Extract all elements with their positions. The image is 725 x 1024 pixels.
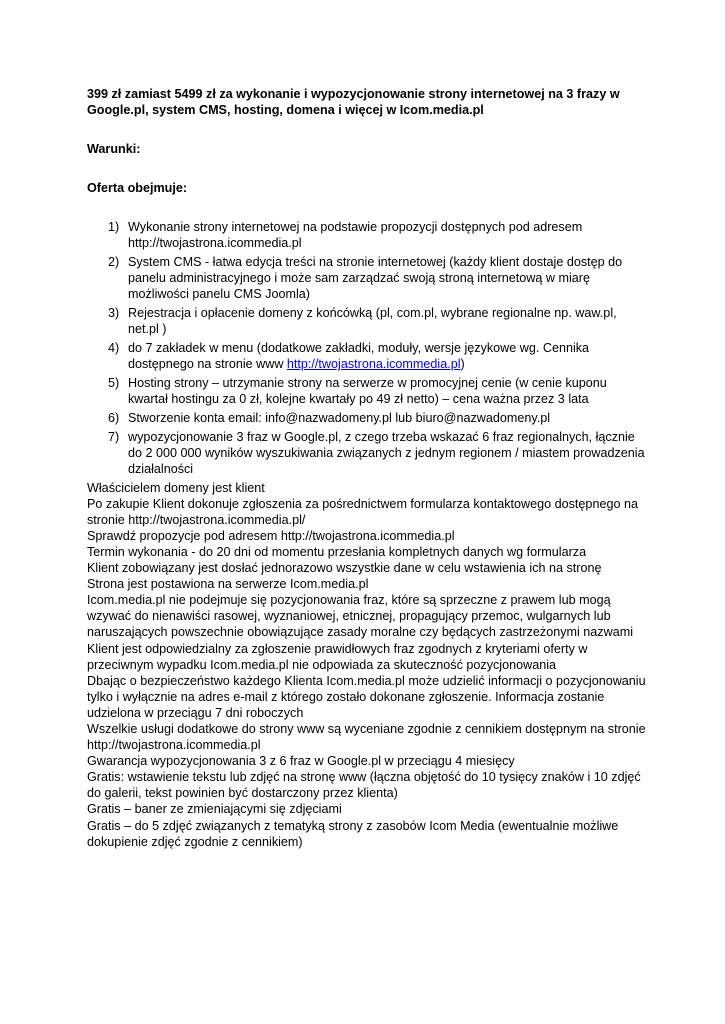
offer-item-number: 6)	[108, 410, 120, 425]
offer-item-number: 1)	[108, 220, 120, 235]
terms-paragraph: Gratis: wstawienie tekstu lub zdjęć na stronę www (łączna objętość do 10 tysięcy znaków i 10 zdjęć do galerii, tekst powinien być dostarczony przez klienta)	[87, 770, 641, 801]
terms-paragraph: Klient zobowiązany jest dosłać jednorazowo wszystkie dane w celu wstawienia ich na stronę	[87, 561, 602, 576]
offer-item-number: 2)	[108, 255, 120, 270]
offer-item-text: Hosting strony – utrzymanie strony na serwerze w promocyjnej cenie (w cenie kuponu kwartał hostingu za 0 zł, kolejne kwartały po 49 zł netto) – cena ważna przez 3 lata	[128, 375, 607, 407]
offer-item	[87, 254, 647, 302]
terms-paragraph: Gwarancja wypozycjonowania 3 z 6 fraz w Google.pl w przeciągu 4 miesięcy	[87, 754, 515, 769]
offer-item-number: 7)	[108, 429, 120, 444]
offer-heading: Oferta obejmuje:	[87, 181, 188, 196]
offer-item-text: System CMS - łatwa edycja treści na stronie internetowej (każdy klient dostaje dostęp do panelu administracyjnego i może sam zarządzać swoją stroną internetową w miarę możliwości panelu CMS Joomla)	[128, 255, 623, 302]
offer-item-text: Rejestracja i opłacenie domeny z końcówką (pl, com.pl, wybrane regionalne np. waw.pl, net.pl )	[128, 306, 617, 337]
offer-item-text: Wykonanie strony internetowej na podstawie propozycji dostępnych pod adresem http://twojastrona.icommedia.pl	[128, 220, 583, 251]
offer-item-number: 4)	[108, 341, 120, 356]
document-title: 399 zł zamiast 5499 zł za wykonanie i wypozycjonowanie strony internetowej na 3 frazy w Google.pl, system CMS, hosting, domena i więcej w Icom.media.pl	[87, 87, 620, 118]
offer-item-number: 3)	[108, 306, 120, 321]
offer-list	[87, 219, 647, 477]
conditions-heading: Warunki:	[87, 142, 141, 157]
terms-paragraph: Sprawdź propozycje pod adresem http://twojastrona.icommedia.pl	[87, 528, 455, 543]
offer-item	[87, 410, 647, 426]
offer-item	[87, 429, 647, 477]
offer-item-text-end: )	[460, 357, 465, 372]
offer-item-text: wypozycjonowanie 3 fraz w Google.pl, z czego trzeba wskazać 6 fraz regionalnych, łącznie do 2 000 000 wyników wyszukiwania związanych z jednym regionem / miastem prowadzenia działalności	[128, 429, 645, 476]
terms-paragraph: Po zakupie Klient dokonuje zgłoszenia za pośrednictwem formularza kontaktowego dostępnego na stronie http://twojastrona.icommedia.pl/	[87, 496, 638, 527]
terms-paragraphs	[87, 480, 647, 850]
terms-paragraph: Gratis – baner ze zmieniającymi się zdjęciami	[87, 802, 342, 817]
offer-item	[87, 305, 647, 337]
offer-item	[87, 375, 647, 407]
terms-paragraph: Klient jest odpowiedzialny za zgłoszenie prawidłowych fraz zgodnych z kryteriami oferty w przeciwnym wypadku Icom.media.pl nie odpowiada za skuteczność pozycjonowania	[87, 641, 588, 672]
terms-paragraph: Gratis – do 5 zdjęć związanych z tematyką strony z zasobów Icom Media (ewentualnie możliwe dokupienie zdjęć zgodnie z cennikiem)	[87, 818, 619, 849]
terms-paragraph: Icom.media.pl nie podejmuje się pozycjonowania fraz, które są sprzeczne z prawem lub mogą wzywać do nienawiści rasowej, wyznaniowej, etnicznej, propagujący przemoc, wulgarnych lub naruszających powszechnie obowiązujące zasady moralne czy będących zastrzeżonymi nazwami	[87, 593, 633, 640]
terms-paragraph: Termin wykonania - do 20 dni od momentu przesłania kompletnych danych wg formularza	[87, 544, 587, 559]
offer-item-text: Stworzenie konta email: info@nazwadomeny.pl lub biuro@nazwadomeny.pl	[128, 410, 551, 425]
document-page	[87, 86, 647, 850]
terms-paragraph: Dbając o bezpieczeństwo każdego Klienta Icom.media.pl może udzielić informacji o pozycjonowaniu tylko i wyłącznie na adres e-mail z którego zostało dokonane zgłoszenie. Informacja zostanie udzielona w przeciągu 7 dni roboczych	[87, 673, 646, 720]
offer-item	[87, 340, 647, 372]
pricelist-link[interactable]: http://twojastrona.icommedia.pl	[286, 357, 461, 372]
offer-item	[87, 219, 647, 251]
terms-paragraph: Strona jest postawiona na serwerze Icom.media.pl	[87, 577, 369, 592]
terms-paragraph: Właścicielem domeny jest klient	[87, 480, 265, 495]
offer-item-text: do 7 zakładek w menu (dodatkowe zakładki, moduły, wersje językowe wg. Cennika dostępnego na stronie www	[128, 341, 590, 372]
terms-paragraph: Wszelkie usługi dodatkowe do strony www są wyceniane zgodnie z cennikiem dostępnym na stronie http://twojastrona.icommedia.pl	[87, 722, 646, 753]
offer-item-number: 5)	[108, 375, 120, 390]
